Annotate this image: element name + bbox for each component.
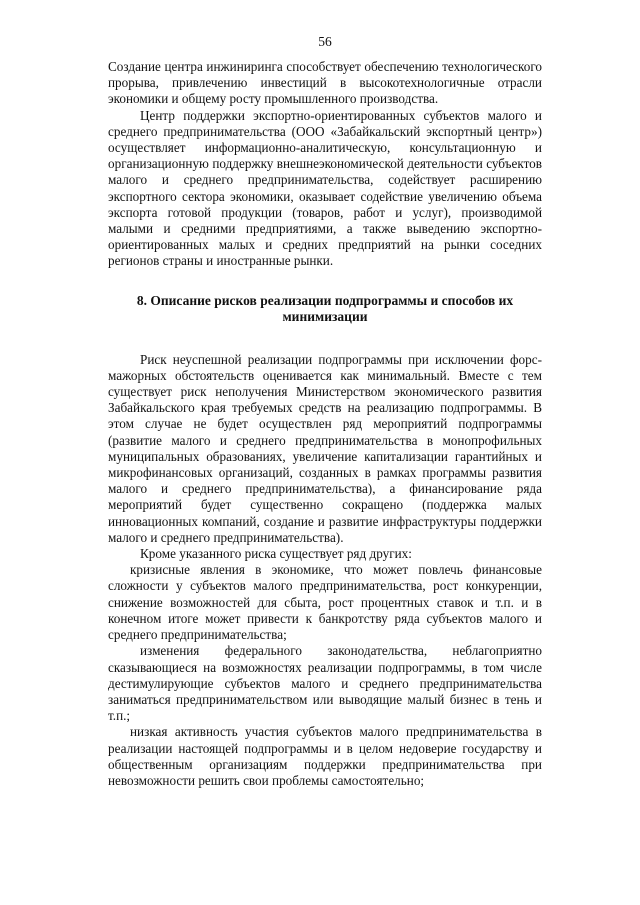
paragraph-risk-main: Риск неуспешной реализации подпрограммы при исключении форс-мажорных обстоятельств оценивается как минимальный. Вместе с тем существует риск неполучения Министерством экономического развития Забайкальского края требуемых средств на реализацию подпрограммы. В этом случае не будет осуществлен ряд мероприятий подпрограммы (развитие малого и среднего предпринимательства в монопрофильных муниципальных образованиях, увеличение капитализации гарантийных и микрофинансовых организаций, созданных в рамках программы развития малого и среднего предпринимательства), а финансирование ряда мероприятий будет существенно сокращено (поддержка малых инновационных компаний, создание и развитие инфраструктуры поддержки малого и среднего предпринимательства). (108, 351, 542, 545)
paragraph-risk-intro: Кроме указанного риска существует ряд других: (140, 546, 412, 562)
list-item-legislation: изменения федерального законодательства, неблагоприятно сказывающиеся на возможностях реализации подпрограммы, в том числе дестимулирующие субъектов малого и среднего предпринимательства заниматься предпринимательством или выводящие малый бизнес в тень и т.п.; (108, 643, 542, 724)
list-item-crisis: кризисные явления в экономике, что может повлечь финансовые сложности у субъектов малого предпринимательства, рост конкуренции, снижение возможностей для сбыта, рост процентных ставок и т.п. и в конечном итоге может привести к банкротству ряда субъектов малого и среднего предпринимательства; (108, 562, 542, 643)
document-page (108, 34, 542, 789)
paragraph-engineering-center: Создание центра инжиниринга способствует обеспечению технологического прорыва, привлечению инвестиций в высокотехнологичные отрасли экономики и общему росту промышленного производства. (108, 59, 542, 107)
list-item-low-activity: низкая активность участия субъектов малого предпринимательства в реализации настоящей подпрограммы и в целом недоверие государству и общественным организациям поддержки предпринимательства при невозможности решить свои проблемы самостоятельно; (108, 724, 542, 788)
section-heading: 8. Описание рисков реализации подпрограммы и способов их минимизации (136, 292, 514, 325)
page-number: 56 (318, 34, 332, 49)
paragraph-export-center: Центр поддержки экспортно-ориентированных субъектов малого и среднего предпринимательства (ООО «Забайкальский экспортный центр») осуществляет информационно-аналитическую, консультационную и организационную поддержку внешнеэкономической деятельности субъектов малого и среднего предпринимательства, содействует расширению экспортного сектора экономики, оказывает содействие увеличению объема экспорта готовой продукции (товаров, работ и услуг), производимой малыми и средними предприятиями, а также выведению экспортно-ориентированных малых и средних предприятий на рынки соседних регионов страны и иностранные рынки. (108, 107, 542, 269)
